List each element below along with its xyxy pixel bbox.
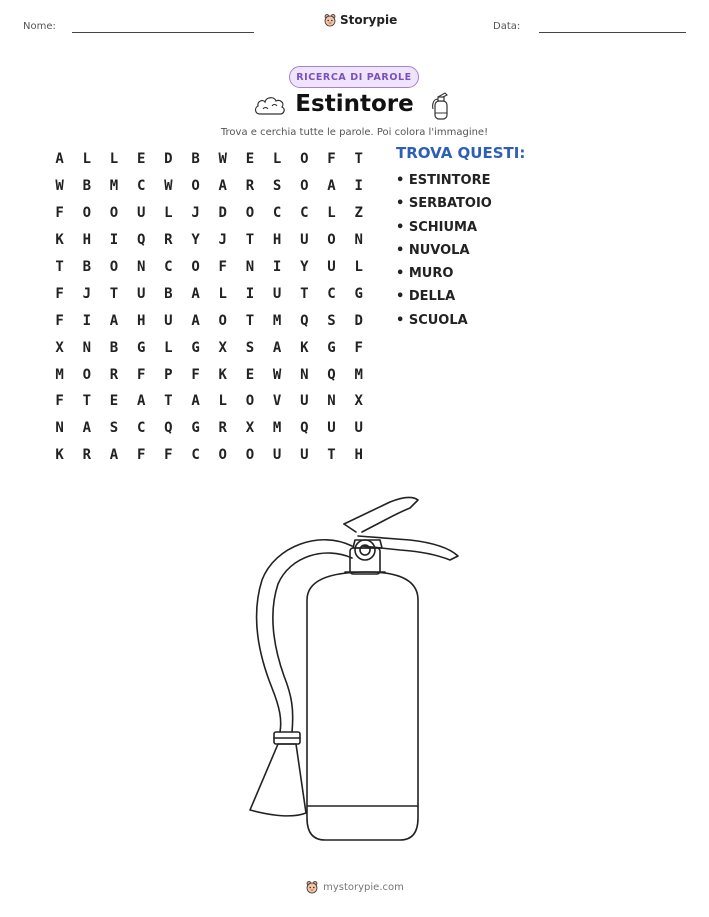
fire-extinguisher-icon bbox=[430, 91, 452, 121]
grid-letter[interactable]: X bbox=[245, 420, 255, 437]
grid-letter[interactable]: I bbox=[109, 232, 119, 249]
storypie-mascot-icon bbox=[323, 13, 337, 27]
grid-letter[interactable]: T bbox=[55, 259, 64, 275]
grid-letter[interactable]: H bbox=[354, 447, 363, 464]
grid-letter[interactable]: Q bbox=[300, 420, 309, 437]
storypie-mascot-icon bbox=[305, 880, 319, 894]
word-search-grid bbox=[46, 146, 372, 469]
fire-extinguisher-coloring-illustration bbox=[240, 488, 470, 858]
grid-letter[interactable]: N bbox=[55, 420, 64, 437]
grid-letter[interactable]: B bbox=[82, 259, 91, 275]
grid-letter[interactable]: U bbox=[300, 232, 309, 249]
grid-letter[interactable]: R bbox=[218, 420, 227, 437]
grid-letter[interactable]: F bbox=[218, 259, 227, 275]
grid-letter[interactable]: V bbox=[272, 393, 282, 410]
grid-letter[interactable]: A bbox=[191, 393, 200, 410]
grid-letter[interactable]: S bbox=[327, 312, 336, 329]
grid-letter[interactable]: J bbox=[82, 285, 91, 302]
grid-letter[interactable]: R bbox=[164, 232, 173, 249]
grid-letter[interactable]: F bbox=[327, 151, 336, 168]
grid-letter[interactable]: F bbox=[55, 205, 64, 222]
grid-letter[interactable]: T bbox=[327, 447, 336, 464]
grid-letter[interactable]: T bbox=[245, 312, 255, 329]
grid-letter[interactable]: O bbox=[82, 205, 91, 222]
grid-letter[interactable]: N bbox=[82, 339, 91, 356]
grid-letter[interactable]: O bbox=[109, 259, 119, 275]
brand-name: Storypie bbox=[340, 13, 398, 27]
grid-letter[interactable]: F bbox=[55, 312, 64, 329]
word-list bbox=[396, 144, 525, 332]
grid-letter[interactable]: I bbox=[272, 259, 282, 275]
grid-letter[interactable]: A bbox=[191, 312, 200, 329]
grid-letter[interactable]: T bbox=[82, 393, 91, 410]
grid-letter[interactable]: T bbox=[354, 151, 363, 168]
grid-letter[interactable]: O bbox=[218, 312, 227, 329]
grid-letter[interactable]: T bbox=[245, 232, 255, 249]
grid-letter[interactable]: C bbox=[164, 259, 173, 275]
activity-badge: RICERCA DI PAROLE bbox=[289, 66, 419, 88]
grid-letter[interactable]: L bbox=[327, 205, 336, 222]
grid-letter[interactable]: X bbox=[354, 393, 363, 410]
grid-letter[interactable]: I bbox=[82, 312, 91, 329]
grid-letter[interactable]: A bbox=[272, 339, 282, 356]
grid-letter[interactable]: N bbox=[354, 232, 363, 249]
grid-letter[interactable]: R bbox=[245, 178, 255, 195]
grid-letter[interactable]: O bbox=[300, 178, 309, 195]
grid-letter[interactable]: L bbox=[82, 151, 91, 168]
grid-letter[interactable]: L bbox=[272, 151, 282, 168]
grid-letter[interactable]: F bbox=[191, 366, 200, 383]
word-list-title: TROVA QUESTI: bbox=[396, 144, 526, 162]
grid-letter[interactable]: Q bbox=[300, 312, 309, 329]
grid-letter[interactable]: N bbox=[327, 393, 336, 410]
grid-letter[interactable]: M bbox=[55, 366, 64, 383]
date-field[interactable] bbox=[539, 32, 686, 33]
grid-letter[interactable]: C bbox=[327, 285, 336, 302]
word-item: • NUVOLA bbox=[396, 242, 470, 258]
grid-letter[interactable]: B bbox=[109, 339, 119, 356]
grid-letter[interactable]: Y bbox=[300, 259, 309, 275]
grid-letter[interactable]: K bbox=[300, 339, 309, 356]
name-field[interactable] bbox=[72, 32, 254, 33]
grid-letter[interactable]: O bbox=[245, 205, 255, 222]
grid-letter[interactable]: C bbox=[136, 420, 146, 437]
grid-letter[interactable]: C bbox=[191, 447, 200, 464]
grid-letter[interactable]: U bbox=[327, 420, 336, 437]
grid-letter[interactable]: F bbox=[55, 285, 64, 302]
grid-letter[interactable]: E bbox=[109, 393, 119, 410]
grid-letter[interactable]: F bbox=[55, 393, 64, 410]
grid-letter[interactable]: U bbox=[272, 285, 282, 302]
word-item: • MURO bbox=[396, 266, 454, 282]
grid-letter[interactable]: F bbox=[164, 447, 173, 464]
grid-letter[interactable]: I bbox=[245, 285, 255, 302]
grid-letter[interactable]: X bbox=[218, 339, 227, 356]
grid-letter[interactable]: O bbox=[300, 151, 309, 168]
brand-logo bbox=[323, 13, 397, 27]
grid-letter[interactable]: S bbox=[272, 178, 282, 195]
grid-letter[interactable]: O bbox=[191, 178, 200, 195]
grid-letter[interactable]: U bbox=[272, 447, 282, 464]
grid-letter[interactable]: K bbox=[55, 232, 64, 249]
grid-letter[interactable]: C bbox=[300, 205, 309, 222]
grid-letter[interactable]: P bbox=[164, 366, 173, 383]
grid-letter[interactable]: C bbox=[272, 205, 282, 222]
grid-letter[interactable]: D bbox=[354, 312, 363, 329]
grid-letter[interactable]: L bbox=[164, 205, 173, 222]
grid-letter[interactable]: L bbox=[354, 259, 363, 275]
grid-letter[interactable]: A bbox=[327, 178, 336, 195]
word-item: • SERBATOIO bbox=[396, 196, 492, 212]
grid-letter[interactable]: H bbox=[136, 312, 146, 329]
grid-letter[interactable]: U bbox=[136, 205, 146, 222]
grid-letter[interactable]: Q bbox=[136, 232, 146, 249]
grid-letter[interactable]: R bbox=[82, 447, 91, 464]
grid-letter[interactable]: I bbox=[354, 178, 363, 195]
grid-letter[interactable]: B bbox=[82, 178, 91, 195]
grid-letter[interactable]: U bbox=[327, 259, 336, 275]
grid-letter[interactable]: G bbox=[354, 285, 363, 302]
grid-letter[interactable]: O bbox=[218, 447, 227, 464]
word-item: • SCUOLA bbox=[396, 312, 468, 328]
grid-letter[interactable]: U bbox=[136, 285, 146, 302]
grid-letter[interactable]: M bbox=[272, 312, 282, 329]
grid-letter[interactable]: L bbox=[218, 393, 227, 410]
date-label: Data: bbox=[493, 21, 521, 32]
grid-letter[interactable]: E bbox=[136, 151, 146, 168]
grid-letter[interactable]: L bbox=[218, 285, 227, 302]
grid-letter[interactable]: K bbox=[55, 447, 64, 464]
grid-letter[interactable]: H bbox=[82, 232, 91, 249]
word-item: • DELLA bbox=[396, 289, 456, 305]
grid-letter[interactable]: T bbox=[300, 285, 309, 302]
name-label: Nome: bbox=[23, 21, 56, 32]
grid-letter[interactable]: D bbox=[164, 151, 173, 168]
grid-letter[interactable]: F bbox=[136, 366, 146, 383]
grid-letter[interactable]: F bbox=[136, 447, 146, 464]
grid-letter[interactable]: W bbox=[218, 151, 227, 168]
grid-letter[interactable]: G bbox=[191, 339, 200, 356]
grid-letter[interactable]: O bbox=[191, 259, 200, 275]
grid-letter[interactable]: A bbox=[109, 447, 119, 464]
grid-letter[interactable]: U bbox=[300, 393, 309, 410]
grid-letter[interactable]: U bbox=[354, 420, 363, 437]
grid-letter[interactable]: E bbox=[245, 366, 255, 383]
grid-letter[interactable]: L bbox=[109, 151, 119, 168]
grid-letter[interactable]: M bbox=[272, 420, 282, 437]
grid-letter[interactable]: B bbox=[191, 151, 200, 168]
word-item: • SCHIUMA bbox=[396, 219, 478, 235]
grid-letter[interactable]: U bbox=[300, 447, 309, 464]
grid-letter[interactable]: O bbox=[327, 232, 336, 249]
grid-letter[interactable]: N bbox=[245, 259, 255, 275]
page-title: Estintore bbox=[295, 91, 414, 117]
grid-letter[interactable]: M bbox=[354, 366, 363, 383]
grid-letter[interactable]: L bbox=[164, 339, 173, 356]
grid-letter[interactable]: S bbox=[245, 339, 255, 356]
grid-letter[interactable]: O bbox=[82, 366, 91, 383]
grid-letter[interactable]: A bbox=[82, 420, 91, 437]
grid-letter[interactable]: G bbox=[191, 420, 200, 437]
grid-letter[interactable]: A bbox=[191, 285, 200, 302]
grid-letter[interactable]: H bbox=[272, 232, 282, 249]
grid-letter[interactable]: A bbox=[218, 178, 227, 195]
grid-letter[interactable]: D bbox=[218, 205, 227, 222]
grid-letter[interactable]: Z bbox=[354, 205, 363, 222]
grid-letter[interactable]: T bbox=[109, 285, 119, 302]
grid-letter[interactable]: A bbox=[136, 393, 146, 410]
grid-letter[interactable]: W bbox=[55, 178, 64, 195]
grid-letter[interactable]: Q bbox=[164, 420, 173, 437]
word-item: • ESTINTORE bbox=[396, 173, 491, 188]
grid-letter[interactable]: E bbox=[245, 151, 255, 168]
grid-letter[interactable]: R bbox=[109, 366, 119, 383]
grid-letter[interactable]: A bbox=[55, 151, 64, 168]
grid-letter[interactable]: O bbox=[245, 447, 255, 464]
grid-letter[interactable]: A bbox=[109, 312, 119, 329]
grid-letter[interactable]: T bbox=[164, 393, 173, 410]
grid-letter[interactable]: Q bbox=[327, 366, 336, 383]
footer bbox=[0, 880, 709, 894]
grid-letter[interactable]: F bbox=[354, 339, 363, 356]
grid-letter[interactable]: N bbox=[136, 259, 146, 275]
grid-letter[interactable]: O bbox=[245, 393, 255, 410]
grid-letter[interactable]: W bbox=[272, 366, 282, 383]
grid-letter[interactable]: G bbox=[136, 339, 146, 356]
grid-letter[interactable]: B bbox=[164, 285, 173, 302]
grid-letter[interactable]: G bbox=[327, 339, 336, 356]
grid-letter[interactable]: K bbox=[218, 366, 227, 383]
grid-letter[interactable]: J bbox=[218, 232, 227, 249]
grid-letter[interactable]: N bbox=[300, 366, 309, 383]
grid-letter[interactable]: O bbox=[109, 205, 119, 222]
grid-letter[interactable]: U bbox=[164, 312, 173, 329]
instructions: Trova e cerchia tutte le parole. Poi colora l'immagine! bbox=[220, 127, 489, 138]
grid-letter[interactable]: Y bbox=[191, 232, 200, 249]
footer-url: mystorypie.com bbox=[323, 881, 404, 893]
grid-letter[interactable]: X bbox=[55, 339, 64, 356]
grid-letter[interactable]: M bbox=[109, 178, 119, 195]
grid-letter[interactable]: C bbox=[136, 178, 146, 195]
grid-letter[interactable]: S bbox=[109, 420, 119, 437]
grid-letter[interactable]: J bbox=[191, 205, 200, 222]
grid-letter[interactable]: W bbox=[164, 178, 173, 195]
